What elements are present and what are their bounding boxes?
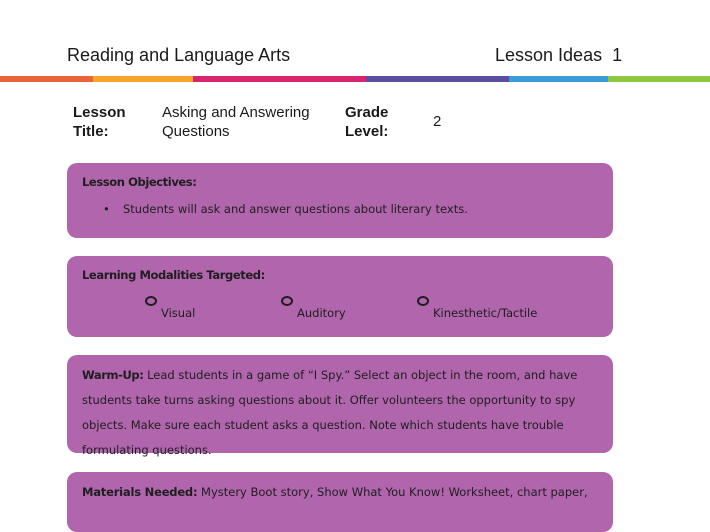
lesson-title-line1: Asking and Answering xyxy=(162,104,310,121)
lesson-title-label xyxy=(73,103,126,141)
lesson-title-label-line1: Lesson xyxy=(73,104,126,121)
lesson-title-label-line2: Title: xyxy=(73,123,109,140)
divider-segment-magenta xyxy=(193,76,366,82)
divider-segment-yellow xyxy=(93,76,193,82)
warmup-box xyxy=(67,355,613,457)
bullet-icon: • xyxy=(103,202,110,216)
materials-text: Mystery Boot story, Show What You Know! Worksheet, chart paper, xyxy=(201,485,588,499)
grade-level-label xyxy=(345,103,388,141)
modality-label: Visual xyxy=(161,306,196,320)
objective-text: Students will ask and answer questions about literary texts. xyxy=(123,202,468,216)
grade-label-line2: Level: xyxy=(345,123,389,140)
materials-box xyxy=(67,472,613,532)
objectives-box xyxy=(67,163,613,238)
lesson-title-value xyxy=(162,103,310,141)
warmup-heading: Warm-Up: xyxy=(82,368,144,382)
divider-segment-blue xyxy=(509,76,608,82)
circle-icon xyxy=(145,296,157,306)
lesson-title-line2: Questions xyxy=(162,123,230,140)
circle-icon xyxy=(281,296,293,306)
modalities-box xyxy=(67,256,613,337)
modalities-heading: Learning Modalities Targeted: xyxy=(82,268,265,282)
circle-icon xyxy=(417,296,429,306)
divider-segment-purple xyxy=(366,76,509,82)
divider-segment-orange xyxy=(0,76,93,82)
grade-label-line1: Grade xyxy=(345,104,389,121)
divider-segment-green xyxy=(608,76,710,82)
objectives-heading: Lesson Objectives: xyxy=(82,175,197,189)
grade-level-value: 2 xyxy=(433,113,442,130)
rainbow-divider xyxy=(0,76,710,82)
warmup-text: Lead students in a game of “I Spy.” Select an object in the room, and have students take turns asking questions about it. Offer volunteers the opportunity to spy objects. Make sure each student asks a question. Note which students have trouble formulating questions. xyxy=(82,368,578,457)
materials-heading: Materials Needed: xyxy=(82,485,198,499)
subject-title: Reading and Language Arts xyxy=(67,45,291,65)
modality-label: Kinesthetic/Tactile xyxy=(433,306,538,320)
lesson-ideas-label: Lesson Ideas 1 xyxy=(495,45,623,65)
modality-label: Auditory xyxy=(297,306,346,320)
